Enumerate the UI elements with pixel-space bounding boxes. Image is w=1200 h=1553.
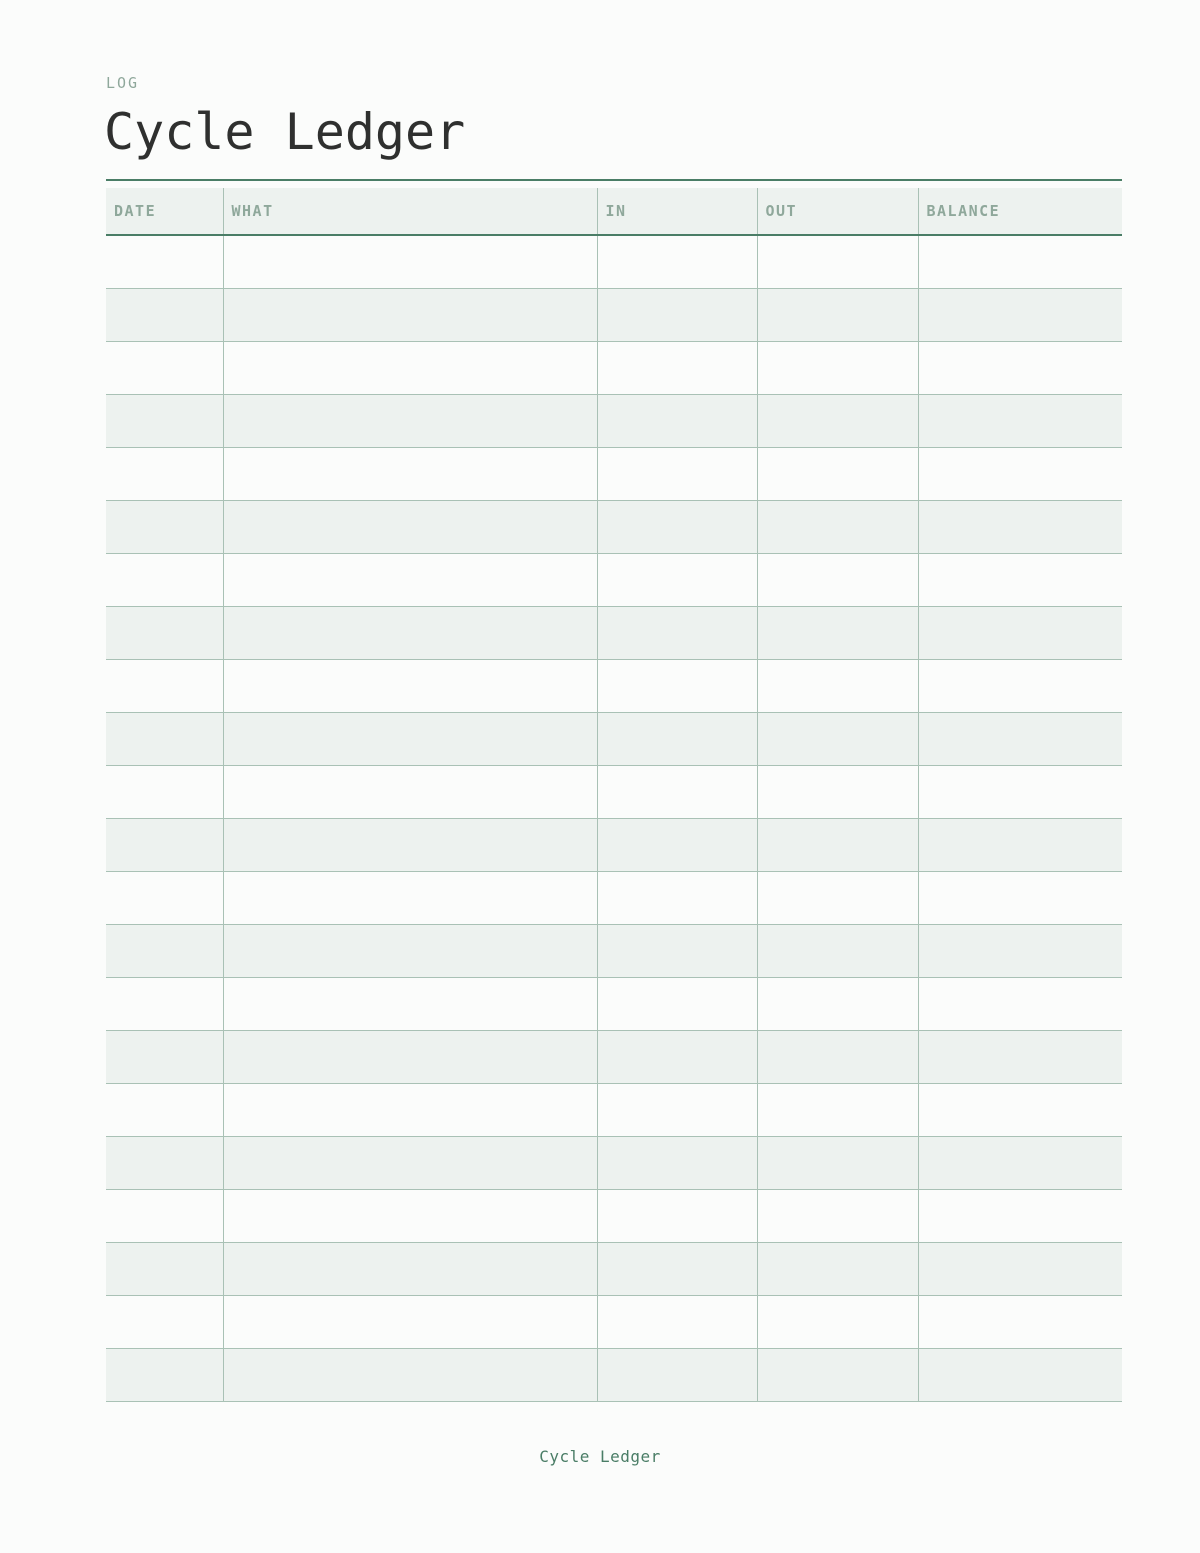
balance-cell[interactable] [918, 978, 1122, 1031]
balance-cell[interactable] [918, 1031, 1122, 1084]
what-cell[interactable] [223, 554, 597, 607]
table-row [106, 554, 1122, 607]
date-cell[interactable] [106, 1031, 223, 1084]
what-cell[interactable] [223, 342, 597, 395]
table-row [106, 1243, 1122, 1296]
balance-cell[interactable] [918, 342, 1122, 395]
date-cell[interactable] [106, 978, 223, 1031]
out-cell[interactable] [757, 448, 918, 501]
balance-cell[interactable] [918, 925, 1122, 978]
out-cell[interactable] [757, 872, 918, 925]
balance-cell[interactable] [918, 1190, 1122, 1243]
what-cell[interactable] [223, 978, 597, 1031]
date-cell[interactable] [106, 235, 223, 289]
date-cell[interactable] [106, 607, 223, 660]
date-cell[interactable] [106, 660, 223, 713]
in-cell[interactable] [597, 1137, 757, 1190]
date-cell[interactable] [106, 1296, 223, 1349]
date-cell[interactable] [106, 1137, 223, 1190]
what-cell[interactable] [223, 1349, 597, 1402]
what-cell[interactable] [223, 766, 597, 819]
out-cell[interactable] [757, 395, 918, 448]
what-cell[interactable] [223, 395, 597, 448]
table-row [106, 713, 1122, 766]
table-row [106, 448, 1122, 501]
balance-cell[interactable] [918, 395, 1122, 448]
page-footer: Cycle Ledger [539, 1447, 661, 1466]
table-row [106, 819, 1122, 872]
out-cell[interactable] [757, 1137, 918, 1190]
date-cell[interactable] [106, 1243, 223, 1296]
page-title: Cycle Ledger [104, 103, 466, 161]
out-cell[interactable] [757, 289, 918, 342]
out-cell[interactable] [757, 1349, 918, 1402]
out-cell[interactable] [757, 342, 918, 395]
what-cell[interactable] [223, 660, 597, 713]
what-cell[interactable] [223, 607, 597, 660]
date-cell[interactable] [106, 501, 223, 554]
ledger-table [106, 188, 1122, 1402]
out-cell[interactable] [757, 925, 918, 978]
column-header-date: DATE [106, 188, 223, 235]
ledger-header-row [106, 188, 1122, 235]
in-cell[interactable] [597, 1084, 757, 1137]
what-cell[interactable] [223, 289, 597, 342]
in-cell[interactable] [597, 978, 757, 1031]
what-cell[interactable] [223, 819, 597, 872]
what-cell[interactable] [223, 235, 597, 289]
table-row [106, 1349, 1122, 1402]
in-cell[interactable] [597, 660, 757, 713]
column-header-what: WHAT [223, 188, 597, 235]
title-divider [106, 179, 1122, 181]
in-cell[interactable] [597, 395, 757, 448]
in-cell[interactable] [597, 1031, 757, 1084]
table-row [106, 872, 1122, 925]
date-cell[interactable] [106, 925, 223, 978]
out-cell[interactable] [757, 713, 918, 766]
date-cell[interactable] [106, 342, 223, 395]
table-row [106, 1031, 1122, 1084]
table-row [106, 766, 1122, 819]
in-cell[interactable] [597, 925, 757, 978]
out-cell[interactable] [757, 819, 918, 872]
what-cell[interactable] [223, 1190, 597, 1243]
date-cell[interactable] [106, 448, 223, 501]
in-cell[interactable] [597, 607, 757, 660]
balance-cell[interactable] [918, 501, 1122, 554]
out-cell[interactable] [757, 1243, 918, 1296]
table-row [106, 1137, 1122, 1190]
in-cell[interactable] [597, 1296, 757, 1349]
what-cell[interactable] [223, 501, 597, 554]
date-cell[interactable] [106, 713, 223, 766]
date-cell[interactable] [106, 1084, 223, 1137]
what-cell[interactable] [223, 925, 597, 978]
table-row [106, 1084, 1122, 1137]
what-cell[interactable] [223, 1031, 597, 1084]
table-row [106, 978, 1122, 1031]
balance-cell[interactable] [918, 607, 1122, 660]
balance-cell[interactable] [918, 819, 1122, 872]
balance-cell[interactable] [918, 766, 1122, 819]
table-row [106, 235, 1122, 289]
out-cell[interactable] [757, 235, 918, 289]
out-cell[interactable] [757, 1190, 918, 1243]
in-cell[interactable] [597, 235, 757, 289]
in-cell[interactable] [597, 554, 757, 607]
out-cell[interactable] [757, 978, 918, 1031]
date-cell[interactable] [106, 819, 223, 872]
out-cell[interactable] [757, 1084, 918, 1137]
balance-cell[interactable] [918, 289, 1122, 342]
in-cell[interactable] [597, 1190, 757, 1243]
balance-cell[interactable] [918, 448, 1122, 501]
date-cell[interactable] [106, 395, 223, 448]
balance-cell[interactable] [918, 713, 1122, 766]
table-row [106, 1190, 1122, 1243]
out-cell[interactable] [757, 554, 918, 607]
date-cell[interactable] [106, 554, 223, 607]
balance-cell[interactable] [918, 660, 1122, 713]
balance-cell[interactable] [918, 1084, 1122, 1137]
out-cell[interactable] [757, 660, 918, 713]
column-header-balance: BALANCE [918, 188, 1122, 235]
balance-cell[interactable] [918, 872, 1122, 925]
in-cell[interactable] [597, 289, 757, 342]
out-cell[interactable] [757, 766, 918, 819]
what-cell[interactable] [223, 1137, 597, 1190]
out-cell[interactable] [757, 607, 918, 660]
what-cell[interactable] [223, 448, 597, 501]
date-cell[interactable] [106, 1190, 223, 1243]
date-cell[interactable] [106, 872, 223, 925]
what-cell[interactable] [223, 1296, 597, 1349]
in-cell[interactable] [597, 342, 757, 395]
in-cell[interactable] [597, 501, 757, 554]
column-header-in: IN [597, 188, 757, 235]
table-row [106, 1296, 1122, 1349]
balance-cell[interactable] [918, 1349, 1122, 1402]
out-cell[interactable] [757, 1296, 918, 1349]
date-cell[interactable] [106, 289, 223, 342]
ledger-body [106, 235, 1122, 1402]
table-row [106, 660, 1122, 713]
in-cell[interactable] [597, 819, 757, 872]
table-row [106, 607, 1122, 660]
what-cell[interactable] [223, 872, 597, 925]
date-cell[interactable] [106, 766, 223, 819]
balance-cell[interactable] [918, 1296, 1122, 1349]
what-cell[interactable] [223, 713, 597, 766]
what-cell[interactable] [223, 1084, 597, 1137]
in-cell[interactable] [597, 713, 757, 766]
column-header-out: OUT [757, 188, 918, 235]
in-cell[interactable] [597, 872, 757, 925]
balance-cell[interactable] [918, 1243, 1122, 1296]
in-cell[interactable] [597, 766, 757, 819]
table-row [106, 925, 1122, 978]
section-eyebrow: LOG [106, 74, 140, 92]
what-cell[interactable] [223, 1243, 597, 1296]
balance-cell[interactable] [918, 554, 1122, 607]
in-cell[interactable] [597, 1243, 757, 1296]
table-row [106, 289, 1122, 342]
in-cell[interactable] [597, 448, 757, 501]
in-cell[interactable] [597, 1349, 757, 1402]
table-row [106, 501, 1122, 554]
out-cell[interactable] [757, 1031, 918, 1084]
table-row [106, 342, 1122, 395]
balance-cell[interactable] [918, 235, 1122, 289]
out-cell[interactable] [757, 501, 918, 554]
table-row [106, 395, 1122, 448]
balance-cell[interactable] [918, 1137, 1122, 1190]
date-cell[interactable] [106, 1349, 223, 1402]
